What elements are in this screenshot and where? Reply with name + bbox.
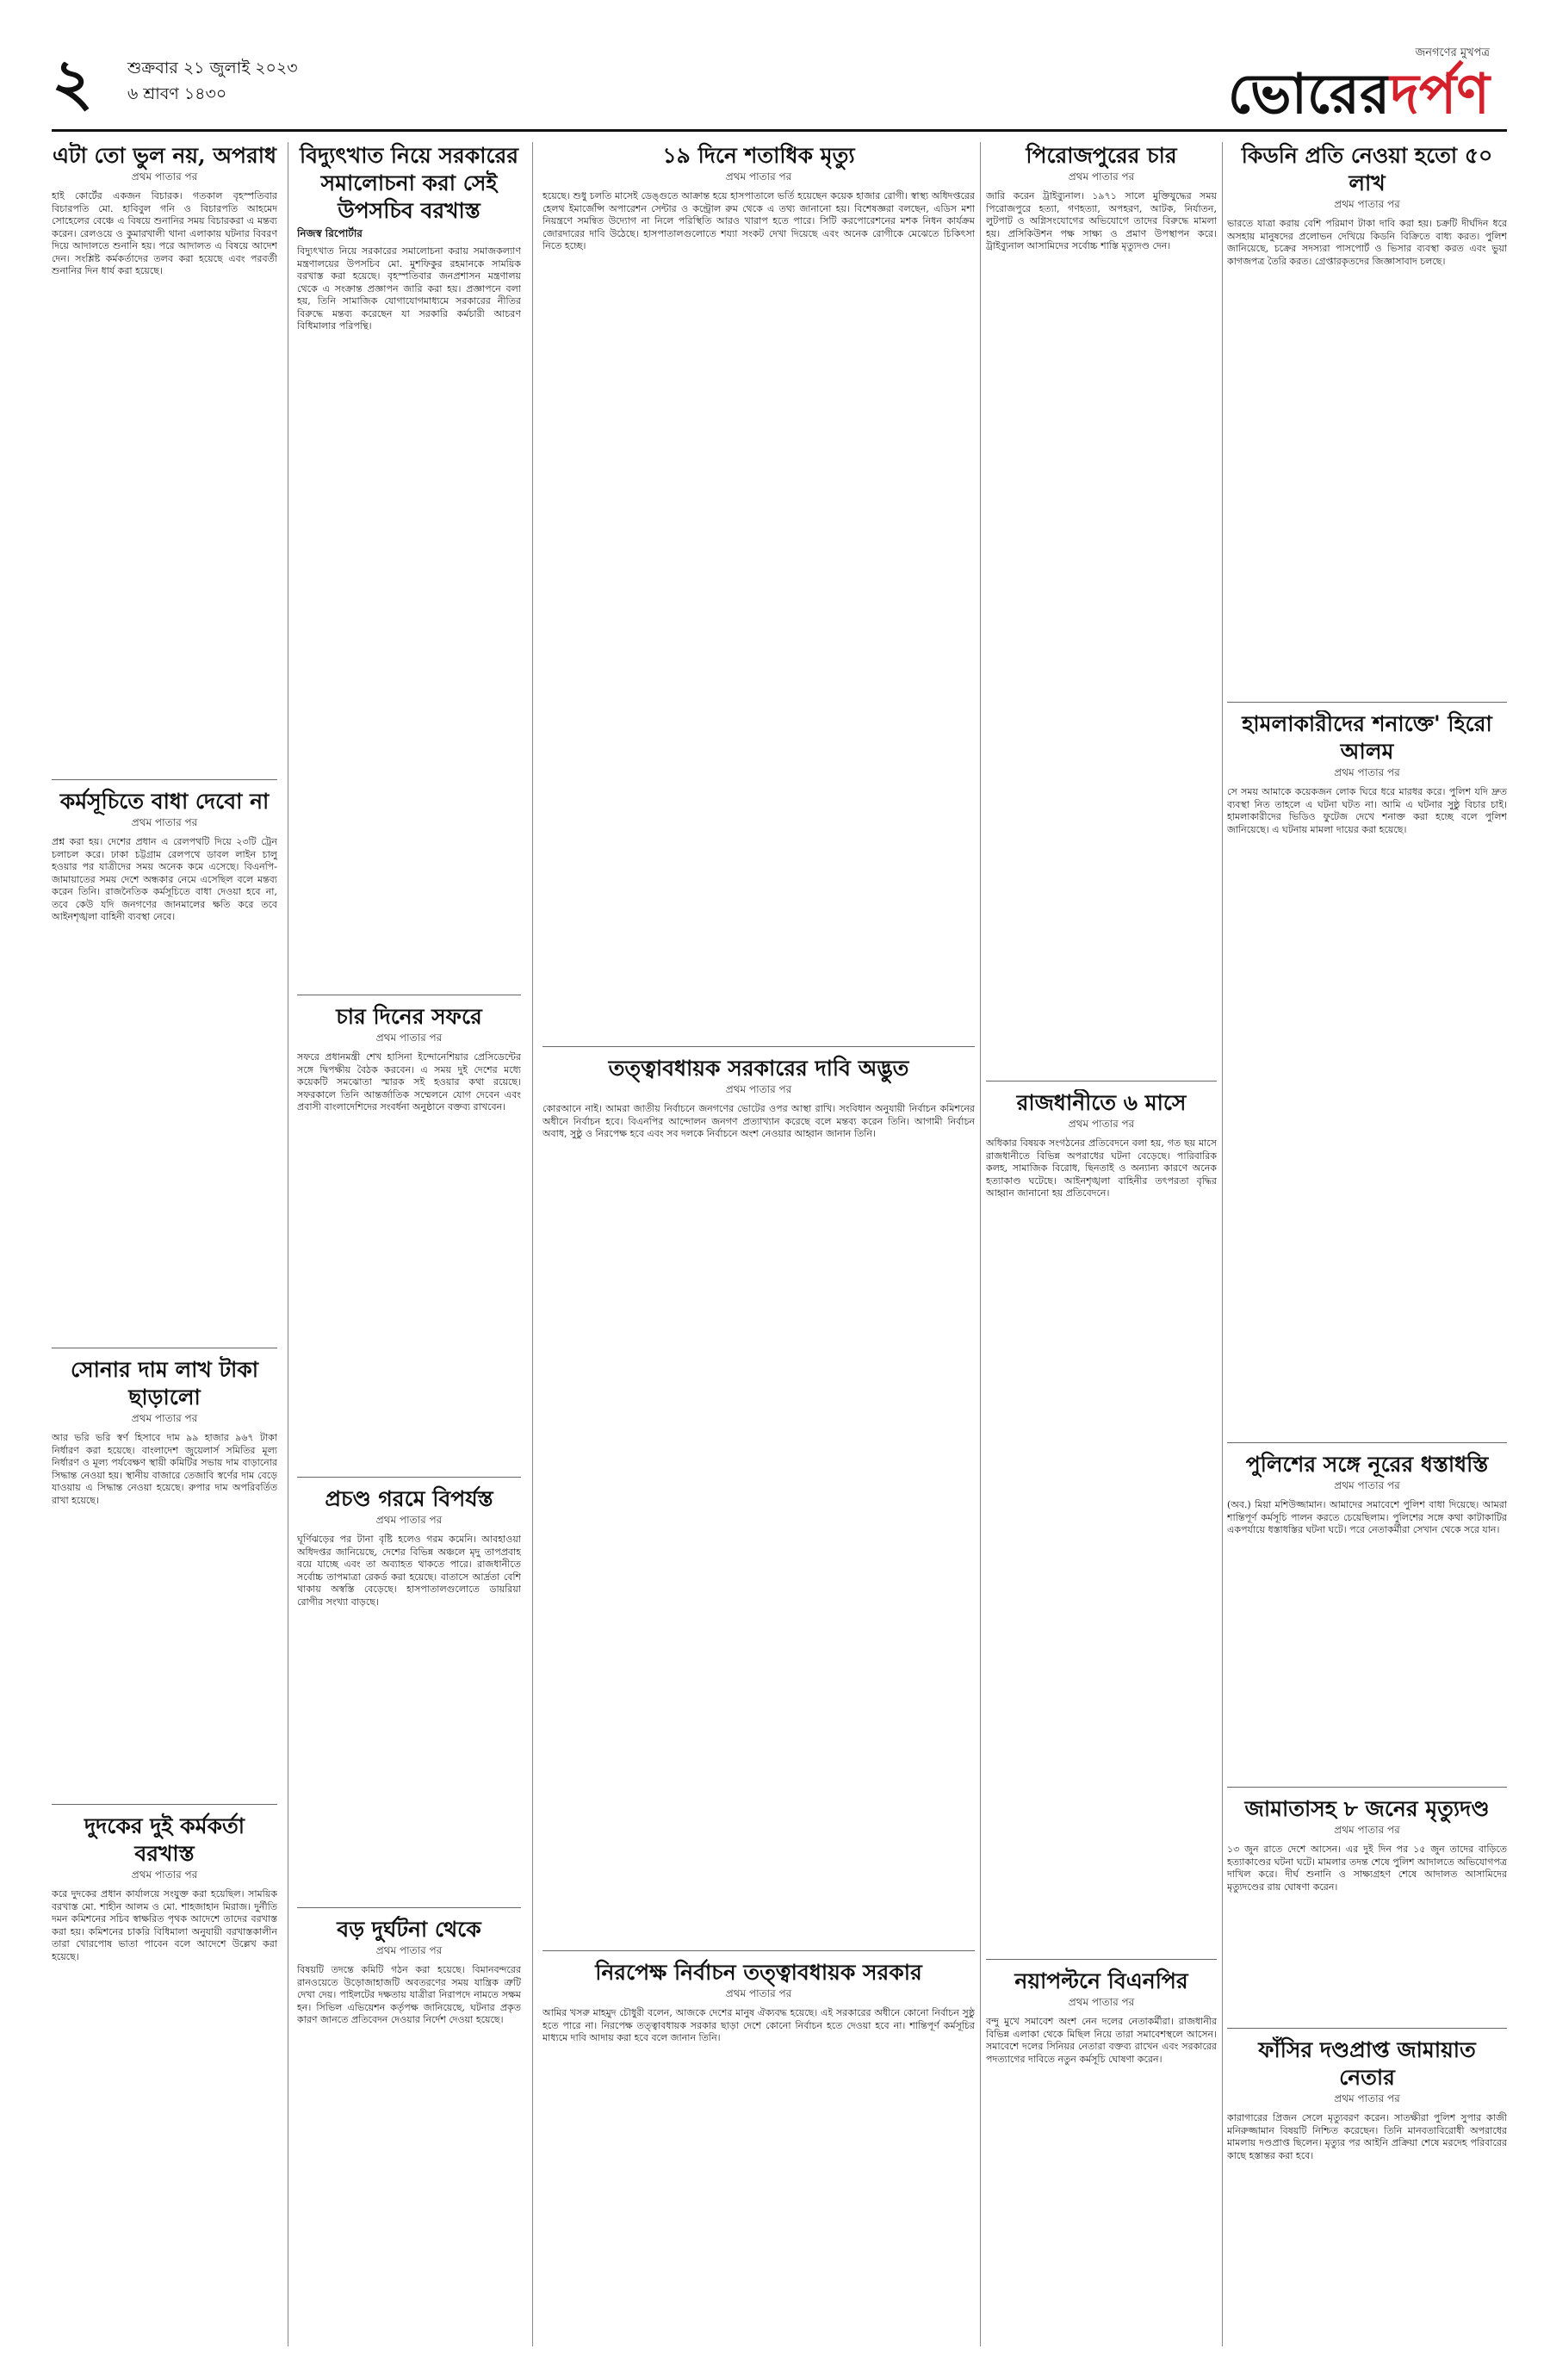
logo-tagline: জনগণের মুখপত্র: [1415, 46, 1490, 59]
story-four-day-tour: [297, 1003, 521, 1468]
story-headline: রাজধানীতে ৬ মাসে: [1016, 1090, 1187, 1115]
story-divider: [1227, 702, 1507, 703]
story-headline: প্রচণ্ড গরমে বিপর্যস্ত: [325, 1486, 493, 1511]
story-headline: চার দিনের সফরে: [336, 1004, 482, 1029]
continued-label: প্রথম পাতার পর: [1068, 170, 1135, 183]
story-body: হয়েছে। শুধু চলতি মাসেই ডেঙ্গুতে আক্রান্ত হয়ে হাসপাতালে ভর্তি হয়েছেন কয়েক হাজার রোগী। স্বাস্থ্য অধিদপ্তরের হেলথ ইমার্জেন্সি অপারেশন সেন্টার ও কন্ট্রোল রুম থেকে এ তথ্য জানানো হয়। বিশেষজ্ঞরা বলছেন, এডিস মশা নিয়ন্ত্রণে সমন্বিত উদ্যোগ না নিলে পরিস্থিতি আরও খারাপ হতে পারে। সিটি করপোরেশনের মশক নিধন কার্যক্রম জোরদারের দাবি উঠেছে। হাসপাতালগুলোতে শয্যা সংকট দেখা দিয়েছে এবং অনেক রোগীকে মেঝেতে চিকিৎসা নিতে হচ্ছে।: [542, 190, 975, 251]
story-body: সে সময় আমাকে কয়েকজন লোক ঘিরে ধরে মারধর করে। পুলিশ যদি দ্রুত ব্যবস্থা নিত তাহলে এ ঘটনা ঘটত না। আমি এ ঘটনার সুষ্ঠু বিচার চাই। হামলাকারীদের ভিডিও ফুটেজ দেখে শনাক্ত করা হচ্ছে বলে পুলিশ জানিয়েছে। এ ঘটনায় মামলা দায়ের করা হয়েছে।: [1227, 786, 1507, 835]
column-2: [297, 142, 521, 2346]
story-capital-six-months: [986, 1089, 1217, 1950]
story-dudok: [52, 1813, 277, 2338]
continued-label: প্রথম পাতার পর: [131, 1869, 198, 1881]
column-divider: [980, 142, 981, 2346]
story-body: প্রশ্ন করা হয়। দেশের প্রধান এ রেলপথটি দিয়ে ২৩টি ট্রেন চলাচল করে। ঢাকা চট্টগ্রাম রেলপথে ডাবল লাইন চালু হওয়ার পর যাত্রীদের সময় অনেক কমে এসেছে। বিএনপি-জামায়াতের সময় দেশে অন্ধকার নেমে এসেছিল বলে মন্তব্য করেন তিনি। রাজনৈতিক কর্মসূচিতে বাধা দেওয়া হবে না, তবে কেউ যদি জনগণের জানমালের ক্ষতি করে তবে আইনশৃঙ্খলা বাহিনী ব্যবস্থা নেবে।: [52, 836, 277, 922]
continued-label: প্রথম পাতার পর: [1334, 198, 1400, 210]
logo-word-1: ভোরের: [1227, 62, 1391, 127]
story-headline: পিরোজপুরের চার: [1026, 143, 1177, 168]
column-divider: [1222, 142, 1223, 2346]
story-headline: কর্মসূচিতে বাধা দেবো না: [59, 789, 270, 814]
story-headline: বড় দুর্ঘটনা থেকে: [337, 1917, 481, 1942]
story-body: কোরআনে নাই। আমরা জাতীয় নির্বাচনে জনগণের ভোটের ওপর আস্থা রাখি। সংবিধান অনুযায়ী নির্বাচন কমিশনের অধীনে নির্বাচন হবে। বিএনপির আন্দোলন জনগণ প্রত্যাখ্যান করেছে বলে মন্তব্য করেন তিনি। আগামী নির্বাচন অবাধ, সুষ্ঠু ও নিরপেক্ষ হবে এবং সব দলকে নির্বাচনে অংশ নেওয়ার আহ্বান জানান তিনি।: [542, 1103, 975, 1139]
story-divider: [986, 1081, 1217, 1082]
continued-label: প্রথম পাতার পর: [725, 1083, 792, 1095]
story-divider: [52, 779, 277, 780]
story-divider: [1227, 1787, 1507, 1788]
story-death-sentence: [1227, 1795, 1507, 2019]
story-nayapaltan: [986, 1968, 1217, 2338]
continued-label: প্রথম পাতার পর: [725, 170, 792, 183]
story-pirojpur: [986, 142, 1217, 1072]
masthead-rule: [52, 129, 1507, 132]
continued-label: প্রথম পাতার পর: [131, 816, 198, 828]
story-nur-police: [1227, 1451, 1507, 1778]
story-headline: বিদ্যুৎখাত নিয়ে সরকারের সমালোচনা করা সেই উপসচিব বরখাস্ত: [299, 143, 519, 223]
masthead: [52, 41, 1507, 136]
page-number: ২: [52, 46, 94, 120]
story-divider: [297, 1477, 521, 1478]
story-dengue: [542, 142, 975, 1038]
story-body: আমির খসরু মাহমুদ চৌধুরী বলেন, আজকে দেশের মানুষ ঐক্যবদ্ধ হয়েছে। এই সরকারের অধীনে কোনো নির্বাচন সুষ্ঠু হতে পারে না। নিরপেক্ষ তত্ত্বাবধায়ক সরকার ছাড়া দেশে কোনো নির্বাচন হতে দেওয়া হবে না। শান্তিপূর্ণ কর্মসূচির মাধ্যমে দাবি আদায় করা হবে বলে জানান তিনি।: [542, 2007, 975, 2043]
story-headline: জামাতাসহ ৮ জনের মৃত্যুদণ্ড: [1244, 1796, 1490, 1821]
story-headline: দুদকের দুই কর্মকর্তা বরখাস্ত: [84, 1813, 245, 1866]
story-body: অধিকার বিষয়ক সংগঠনের প্রতিবেদনে বলা হয়, গত ছয় মাসে রাজধানীতে বিভিন্ন অপরাধের ঘটনা বেড়েছে। পারিবারিক কলহ, সামাজিক বিরোধ, ছিনতাই ও অন্যান্য কারণে অনেক হত্যাকাণ্ড ঘটেছে। আইনশৃঙ্খলা বাহিনীর তৎপরতা বৃদ্ধির আহ্বান জানানো হয় প্রতিবেদনে।: [986, 1137, 1217, 1199]
story-body: করে দুদকের প্রধান কার্যালয়ে সংযুক্ত করা হয়েছিল। সাময়িক বরখাস্ত মো. শাহীন আলম ও মো. শাহজাহান মিরাজ। দুর্নীতি দমন কমিশনের সচিব স্বাক্ষরিত পৃথক আদেশে তাদের বরখাস্ত করা হয়। কমিশনের চাকরি বিধিমালা অনুযায়ী বরখাস্তকালীন তারা খোরপোষ ভাতা পাবেন বলে আদেশে উল্লেখ করা হয়েছে।: [52, 1888, 277, 1962]
continued-label: প্রথম পাতার পর: [131, 170, 198, 183]
story-headline: তত্ত্বাবধায়ক সরকারের দাবি অদ্ভুত: [608, 1056, 909, 1081]
story-body: (অব.) মিয়া মশিউজ্জামান। আমাদের সমাবেশে পুলিশ বাধা দিয়েছে। আমরা শান্তিপূর্ণ কর্মসূচি পালন করতে চেয়েছিলাম। পুলিশের সঙ্গে কথা কাটাকাটির একপর্যায়ে ধস্তাধস্তির ঘটনা ঘটে। পরে নেতাকর্মীরা সেখান থেকে সরে যান।: [1227, 1499, 1507, 1535]
story-body: বন্দু মুখে সমাবেশ অংশ নেন দলের নেতাকর্মীরা। রাজধানীর বিভিন্ন এলাকা থেকে মিছিল নিয়ে তারা সমাবেশস্থলে আসেন। সমাবেশে দলের সিনিয়র নেতারা বক্তব্য রাখেন এবং সরকারের পদত্যাগের দাবিতে নতুন কর্মসূচি ঘোষণা করেন।: [986, 2016, 1217, 2065]
story-headline: হামলাকারীদের শনাক্তে' হিরো আলম: [1242, 711, 1492, 764]
story-accident: [297, 1916, 521, 2338]
story-body: সফরে প্রধানমন্ত্রী শেখ হাসিনা ইন্দোনেশিয়ার প্রেসিডেন্টের সঙ্গে দ্বিপক্ষীয় বৈঠক করবেন। এ সময় দুই দেশের মধ্যে কয়েকটি সমঝোতা স্মারক সই হওয়ার কথা রয়েছে। সফরকালে তিনি আন্তর্জাতিক সম্মেলনে যোগ দেবেন এবং প্রবাসী বাংলাদেশিদের সংবর্ধনা অনুষ্ঠানে বক্তব্য রাখবেন।: [297, 1051, 521, 1113]
story-divider: [542, 1046, 975, 1047]
story-body: জারি করেন ট্রাইব্যুনাল। ১৯৭১ সালে মুক্তিযুদ্ধের সময় পিরোজপুরে হত্যা, গণহত্যা, অপহরণ, আটক, নির্যাতন, লুটপাট ও অগ্নিসংযোগের অভিযোগে তাদের বিরুদ্ধে মামলা হয়। প্রসিকিউশন পক্ষ সাক্ষ্য ও প্রমাণ উপস্থাপন করে। ট্রাইব্যুনাল আসামিদের সর্বোচ্চ শাস্তি মৃত্যুদণ্ড দেন।: [986, 190, 1217, 251]
story-body: কারাগারের প্রিজন সেলে মৃত্যুবরণ করেন। সাতক্ষীরা পুলিশ সুপার কাজী মনিরুজ্জামান বিষয়টি নিশ্চিত করেছেন। তিনি মানবতাবিরোধী অপরাধের মামলায় দণ্ডপ্রাপ্ত ছিলেন। মৃত্যুর পর আইনি প্রক্রিয়া শেষে মরদেহ পরিবারের কাছে হস্তান্তর করা হবে।: [1227, 2112, 1507, 2161]
continued-label: প্রথম পাতার পর: [1334, 1824, 1400, 1836]
story-jamaat-leader: [1227, 2036, 1507, 2338]
continued-label: প্রথম পাতার পর: [725, 1987, 792, 1999]
story-aparadh: [52, 142, 277, 771]
story-body: ঘূর্ণিঝড়ের পর টানা বৃষ্টি হলেও গরম কমেনি। আবহাওয়া অধিদপ্তর জানিয়েছে, দেশের বিভিন্ন অঞ্চলে মৃদু তাপপ্রবাহ বয়ে যাচ্ছে এবং তা অব্যাহত থাকতে পারে। রাজধানীতে সর্বোচ্চ তাপমাত্রা রেকর্ড করা হয়েছে। বাতাসে আর্দ্রতা বেশি থাকায় অস্বস্তি বেড়েছে। হাসপাতালগুলোতে ডায়রিয়া রোগীর সংখ্যা বাড়ছে।: [297, 1534, 521, 1608]
bengali-date: ৬ শ্রাবণ ১৪৩০: [127, 84, 227, 103]
story-headline: এটা তো ভুল নয়, অপরাধ: [52, 143, 277, 168]
story-body: ভারতে যাত্রা করায় বেশি পরিমাণ টাকা দাবি করা হয়। চক্রটি দীর্ঘদিন ধরে অসহায় মানুষদের প্রলোভন দেখিয়ে কিডনি বিক্রিতে বাধ্য করত। পুলিশ জানিয়েছে, চক্রের সদস্যরা পাসপোর্ট ও ভিসার ব্যবস্থা করত এবং ভুয়া কাগজপত্র তৈরি করত। গ্রেপ্তারকৃতদের জিজ্ঞাসাবাদ চলছে।: [1227, 218, 1507, 267]
continued-label: প্রথম পাতার পর: [375, 1514, 443, 1526]
gregorian-date: শুক্রবার ২১ জুলাই ২০২৩: [127, 59, 298, 77]
story-heatwave: [297, 1485, 521, 1899]
story-caretaker-demand: [542, 1055, 975, 1942]
story-body: হাই কোর্টের একজন বিচারক। গতকাল বৃহস্পতিবার বিচারপতি মো. হাবিবুল গনি ও বিচারপতি আহমেদ সোহেলের বেঞ্চে এ বিষয়ে শুনানির সময় বিচারকরা এ মন্তব্য করেন। রেলওয়ে ও কুমারখালী থানা এলাকায় ঘটনার বিবরণ দিয়ে আদালতে শুনানি হয়। পরে আদালত এ বিষয়ে আদেশ দেন। সংশ্লিষ্ট কর্মকর্তাদের তলব করা হয়েছে এবং পরবর্তী শুনানির দিন ধার্য করা হয়েছে।: [52, 190, 277, 276]
story-hero-alom: [1227, 710, 1507, 1434]
column-6: [1227, 142, 1507, 2346]
story-deputy-secretary: [297, 142, 521, 986]
story-headline: পুলিশের সঙ্গে নূরের ধস্তাধস্তি: [1245, 1452, 1489, 1477]
page-columns: [52, 142, 1507, 2346]
column-3-4: [542, 142, 975, 2346]
story-kidney: [1227, 142, 1507, 693]
date-block: [127, 55, 298, 107]
logo-word-2: দর্পণ: [1390, 62, 1490, 127]
story-body: বিদ্যুৎখাত নিয়ে সরকারের সমালোচনা করায় সমাজকল্যাণ মন্ত্রণালয়ের উপসচিব মো. মুশফিকুর রহমানকে সাময়িক বরখাস্ত করা হয়েছে। বৃহস্পতিবার জনপ্রশাসন মন্ত্রণালয় থেকে এ সংক্রান্ত প্রজ্ঞাপন জারি করা হয়। প্রজ্ঞাপনে বলা হয়, তিনি সামাজিক যোগাযোগমাধ্যমে সরকারের নীতির বিরুদ্ধে মন্তব্য করেছেন যা সরকারি কর্মচারী আচরণ বিধিমালার পরিপন্থি।: [297, 245, 521, 332]
continued-label: প্রথম পাতার পর: [1334, 766, 1400, 778]
column-divider: [532, 142, 533, 2346]
continued-label: প্রথম পাতার পর: [131, 1412, 198, 1424]
continued-label: প্রথম পাতার পর: [1334, 1479, 1400, 1491]
story-body: ১৩ জুন রাতে দেশে আসেন। এর দুই দিন পর ১৫ জুন তাদের বাড়িতে হত্যাকাণ্ডের ঘটনা ঘটে। মামলার তদন্ত শেষে পুলিশ আদালতে অভিযোগপত্র দাখিল করে। দীর্ঘ শুনানি ও সাক্ষ্যগ্রহণ শেষে আদালত আসামিদের মৃত্যুদণ্ডের রায় ঘোষণা করেন।: [1227, 1844, 1507, 1893]
story-divider: [1227, 2028, 1507, 2029]
story-divider: [1227, 1442, 1507, 1443]
story-divider: [52, 1804, 277, 1805]
story-headline: ১৯ দিনে শতাধিক মৃত্যু: [662, 143, 855, 168]
newspaper-logo: [1076, 41, 1490, 127]
story-divider: [542, 1950, 975, 1951]
story-gold-price: [52, 1356, 277, 1795]
story-neutral-election: [542, 1959, 975, 2338]
continued-label: প্রথম পাতার পর: [1068, 1996, 1135, 2008]
continued-label: প্রথম পাতার পর: [1334, 2092, 1400, 2104]
story-divider: [297, 1907, 521, 1908]
story-headline: ফাঁসির দণ্ডপ্রাপ্ত জামায়াত নেতার: [1258, 2037, 1476, 2090]
column-5: [986, 142, 1217, 2346]
story-headline: নয়াপল্টনে বিএনপির: [1014, 1968, 1188, 1993]
continued-label: প্রথম পাতার পর: [375, 1944, 443, 1956]
story-divider: [986, 1959, 1217, 1960]
continued-label: প্রথম পাতার পর: [375, 1032, 443, 1044]
logo-wordmark: [1228, 64, 1490, 126]
column-1: [52, 142, 277, 2346]
continued-label: প্রথম পাতার পর: [1068, 1118, 1135, 1130]
story-body: বিষয়টি তদন্তে কমিটি গঠন করা হয়েছে। বিমানবন্দরের রানওয়েতে উড়োজাহাজটি অবতরণের সময় যান্ত্রিক ত্রুটি দেখা দেয়। পাইলটের দক্ষতায় যাত্রীরা নিরাপদে নামতে সক্ষম হন। সিভিল এভিয়েশন কর্তৃপক্ষ জানিয়েছে, ঘটনার প্রকৃত কারণ জানতে প্রতিবেদন দেওয়ার নির্দেশ দেওয়া হয়েছে।: [297, 1964, 521, 2025]
story-headline: কিডনি প্রতি নেওয়া হতো ৫০ লাখ: [1241, 143, 1493, 195]
story-headline: নিরপেক্ষ নির্বাচন তত্ত্বাবধায়ক সরকার: [595, 1960, 922, 1985]
byline: নিজস্ব রিপোর্টার: [297, 227, 363, 239]
story-headline: সোনার দাম লাখ টাকা ছাড়ালো: [70, 1357, 259, 1410]
story-karmasuchi: [52, 788, 277, 1339]
story-body: আর ভরি ভরি স্বর্ণ হিসাবে দাম ৯৯ হাজার ৯৬৭ টাকা নির্ধারণ করা হয়েছে। বাংলাদেশ জুয়েলার্স সমিতির মূল্য নির্ধারণ ও মূল্য পর্যবেক্ষণ স্থায়ী কমিটির সভায় দাম বাড়ানোর সিদ্ধান্ত নেওয়া হয়। স্থানীয় বাজারে তেজাবি স্বর্ণের দাম বেড়ে যাওয়ায় এ সিদ্ধান্ত নেওয়া হয়েছে। রুপার দাম অপরিবর্তিত রাখা হয়েছে।: [52, 1432, 277, 1506]
